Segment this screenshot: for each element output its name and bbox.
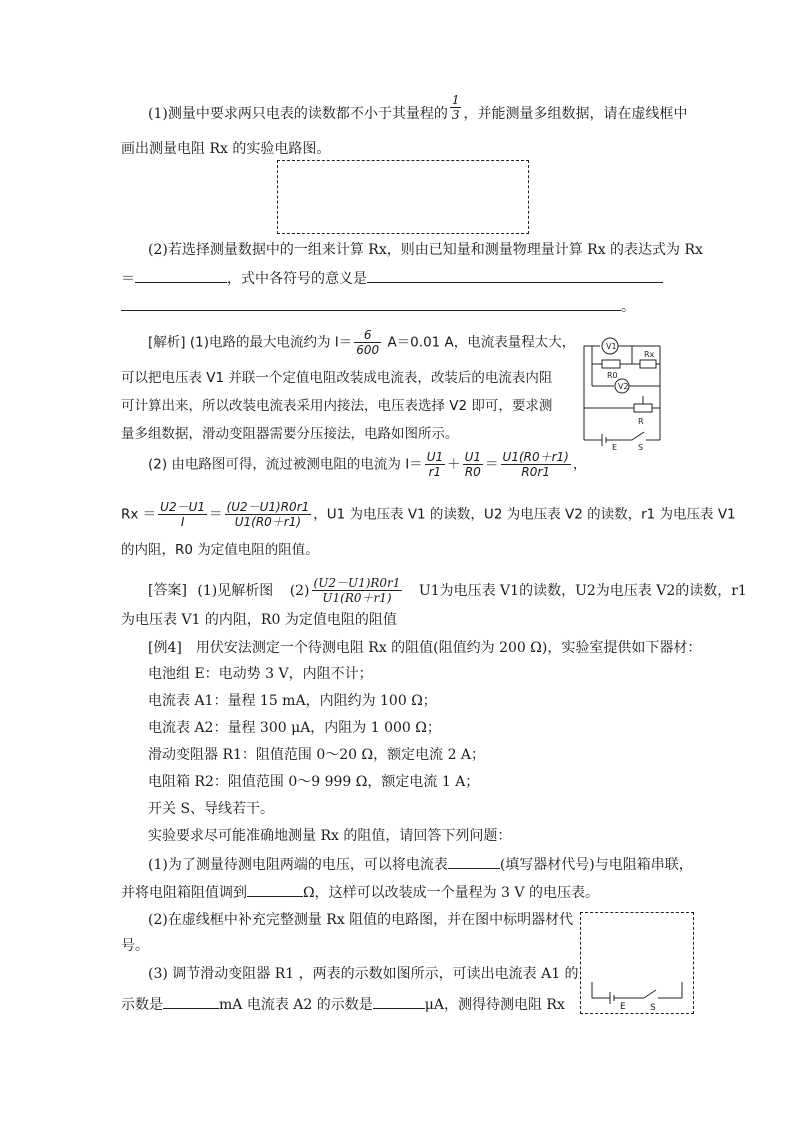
q1-line2: 画出测量电阻 Rx 的实验电路图。 <box>121 141 331 157</box>
analysis-p3: Rx ＝ $\frac{U2-U1}{I}$ ＝ $\frac{(U2-U1)R0r1}{U1(R0+r1)}$ ，U1 为电压表 V1 的读数，U2 为电压表 V2 的读数，r1 为电压表 V1 <box>121 500 736 529</box>
q1-text: (1)测量中要求两只电表的读数都不小于其量程的 <box>148 106 448 122</box>
analysis-p1-line1: [解析] (1)电路的最大电流约为 I＝ $\frac{6}{600}$ A＝0.01 A，电流表量程太大， <box>148 328 576 357</box>
label-e: E <box>612 443 618 452</box>
a2-reading-blank[interactable] <box>373 994 425 1009</box>
answer-line2: 为电压表 V1 的内阻，R0 为定值电阻的阻值 <box>121 612 397 628</box>
rx-expression-blank[interactable] <box>135 268 227 283</box>
a1-reading-blank[interactable] <box>163 994 219 1009</box>
label-r: R <box>638 417 644 426</box>
item-battery: 电池组 E：电动势 3 V，内阻不计； <box>148 666 373 682</box>
circuit-diagram-analysis <box>574 328 678 452</box>
analysis-p1-line2: 可以把电压表 V1 并联一个定值电阻改装成电流表，改装后的电流表内阻 <box>121 370 553 386</box>
ammeter-code-blank[interactable] <box>448 854 500 869</box>
label-r0: R0 <box>607 371 618 380</box>
analysis-p2: (2) 由电路图可得，流过被测电阻的电流为 I＝ $\frac{U1}{r1}$ ＋ $\frac{U1}{R0}$ ＝ $\frac{U1(R0+r1)}{R0r1}$ ， <box>148 450 587 479</box>
label-v2: V2 <box>618 382 629 391</box>
symbol-meaning-blank-2[interactable] <box>121 296 621 311</box>
q2-line3: 。 <box>121 296 635 317</box>
answer-line1: [答案] (1)见解析图 (2) $\frac{(U2-U1)R0r1}{U1(R0+r1)}$ U1为电压表 V1的读数，U2为电压表 V2的读数，r1 <box>148 576 747 605</box>
example4-requirement: 实验要求尽可能准确地测量 Rx 的阻值，请回答下列问题： <box>148 828 512 844</box>
circuit-diagram-example4 <box>580 912 694 1014</box>
example4-q1-line2: 并将电阻箱阻值调到 Ω，这样可以改装成一个量程为 3 V 的电压表。 <box>121 882 599 903</box>
q2-line1: (2)若选择测量数据中的一组来计算 Rx，则由已知量和测量物理量计算 Rx 的表达式为 Rx <box>148 242 703 258</box>
label-s: S <box>650 1003 656 1013</box>
analysis-p1-line3: 可计算出来，所以改装电流表采用内接法，电压表选择 V2 即可，要求测 <box>121 398 553 414</box>
item-resistance-box: 电阻箱 R2：阻值范围 0～9 999 Ω，额定电流 1 A； <box>148 774 480 790</box>
example4-q1-line1: (1)为了测量待测电阻两端的电压，可以将电流表 (填写器材代号)与电阻箱串联， <box>148 854 693 875</box>
answer-dashed-box-1[interactable] <box>277 160 529 234</box>
switch-icon <box>644 990 656 998</box>
example4-q3-line1: (3) 调节滑动变阻器 R1 ，两表的示数如图所示，可读出电流表 A1 的 <box>148 966 579 982</box>
example4-q2-line2: 号。 <box>121 938 149 954</box>
example4-title: [例4] 用伏安法测定一个待测电阻 Rx 的阻值(阻值约为 200 Ω)，实验室提供如下器材： <box>148 640 702 656</box>
one-third-fraction: $\frac{1}{3}$ <box>451 92 460 122</box>
switch-icon <box>632 432 644 440</box>
resistor-rx-icon <box>640 360 656 368</box>
q2-line2: ＝ ，式中各符号的意义是 <box>121 268 663 289</box>
label-e: E <box>620 1002 626 1012</box>
analysis-p1-line4: 量多组数据，滑动变阻器需要分压接法，电路如图所示。 <box>121 426 459 442</box>
symbol-meaning-blank[interactable] <box>367 268 663 283</box>
label-v1: V1 <box>606 342 617 351</box>
analysis-label: [解析] <box>148 334 186 351</box>
answer-label: [答案] <box>148 582 187 599</box>
analysis-p3-line2: 的内阻，R0 为定值电阻的阻值。 <box>121 542 319 558</box>
item-switch: 开关 S、导线若干。 <box>148 801 275 817</box>
item-rheostat: 滑动变阻器 R1：阻值范围 0～20 Ω，额定电流 2 A； <box>148 747 486 763</box>
label-s: S <box>638 443 644 452</box>
rheostat-r-icon <box>634 404 652 412</box>
example4-q3-line2: 示数是 mA 电流表 A2 的示数是 μA，测得待测电阻 Rx <box>121 994 565 1015</box>
label-rx: Rx <box>644 350 655 359</box>
q1-line1: (1)测量中要求两只电表的读数都不小于其量程的 $\frac{1}{3}$ ，并能测量多组数据，请在虚线框中 <box>148 92 688 122</box>
resistor-r0-icon <box>602 360 620 368</box>
resistance-value-blank[interactable] <box>247 882 303 897</box>
item-ammeter-a2: 电流表 A2：量程 300 μA，内阻为 1 000 Ω； <box>148 720 441 736</box>
item-ammeter-a1: 电流表 A1：量程 15 mA，内阻约为 100 Ω； <box>148 693 437 709</box>
example4-q2-line1: (2)在虚线框中补充完整测量 Rx 阻值的电路图，并在图中标明器材代 <box>148 912 574 928</box>
